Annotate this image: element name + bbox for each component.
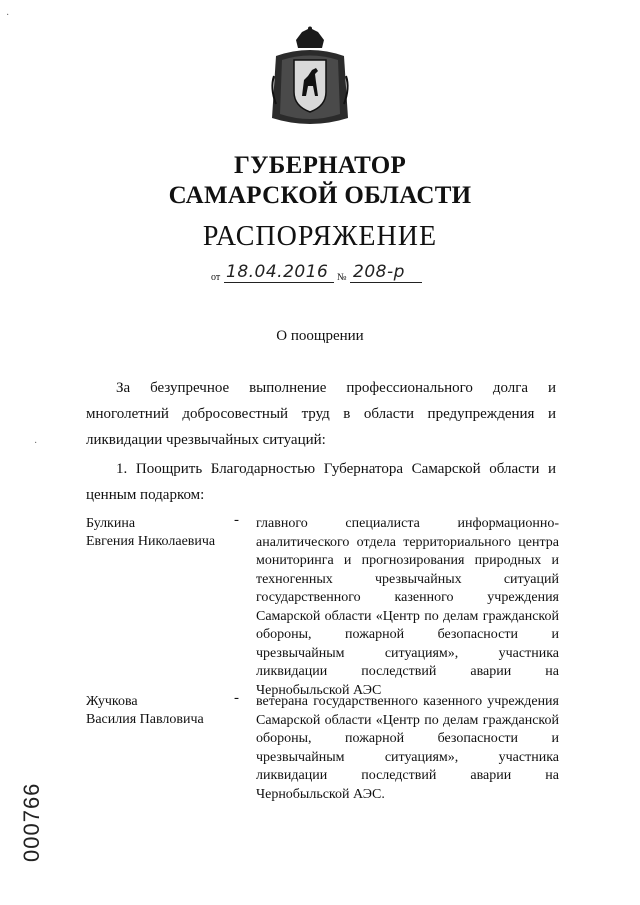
- awardee-2-surname: Жучкова: [86, 694, 138, 709]
- number-label: №: [337, 272, 347, 283]
- awardee-1-surname: Булкина: [86, 516, 136, 531]
- awardee-1-name: [86, 515, 246, 551]
- governor-title-line1: ГУБЕРНАТОР: [233, 152, 407, 179]
- document-subject: О поощрении: [276, 328, 364, 344]
- serial-number: 000766: [19, 782, 44, 862]
- awardee-2-name: [86, 693, 246, 729]
- order-number: 208-р: [353, 262, 405, 282]
- number-underline: [350, 282, 422, 283]
- date-from-label: от: [211, 272, 221, 283]
- awardee-2-given-name: Василия Павловича: [86, 712, 204, 727]
- awardee-1-given-name: Евгения Николаевича: [86, 534, 216, 549]
- coat-of-arms-emblem: [268, 26, 352, 130]
- date-underline: [224, 282, 334, 283]
- scan-speck: ·: [6, 10, 10, 21]
- document-type: РАСПОРЯЖЕНИЕ: [202, 221, 438, 252]
- item-1-paragraph: 1. Поощрить Благодарностью Губернатора Самарской области и ценным подарком:: [86, 461, 556, 503]
- awardee-1-description: главного специалиста информационно-аналитического отдела территориального центра мониторинга и прогнозирования природных и техногенных чрезвычайных ситуаций государственного казенного учреждения Самарской области «Центр по делам гражданской обороны, пожарной безопасности и чрезвычайным ситуациям», участника ликвидации последствий аварии на Чернобыльской АЭС: [256, 516, 559, 698]
- intro-paragraph: За безупречное выполнение профессионального долга и многолетний добросовестный труд в области предупреждения и ликвидации чрезвычайных ситуаций:: [86, 380, 556, 448]
- order-date: 18.04.2016: [226, 262, 329, 282]
- awardee-2-dash: -: [234, 690, 239, 706]
- awardee-2-description: ветерана государственного казенного учреждения Самарской области «Центр по делам гражданской обороны, пожарной безопасности и чрезвычайным ситуациям», участника ликвидации последствий аварии на Чернобыльской АЭС.: [256, 694, 559, 802]
- awardee-1-dash: -: [234, 512, 239, 528]
- governor-title-line2: САМАРСКОЙ ОБЛАСТИ: [168, 182, 472, 209]
- scan-speck: ·: [34, 438, 38, 449]
